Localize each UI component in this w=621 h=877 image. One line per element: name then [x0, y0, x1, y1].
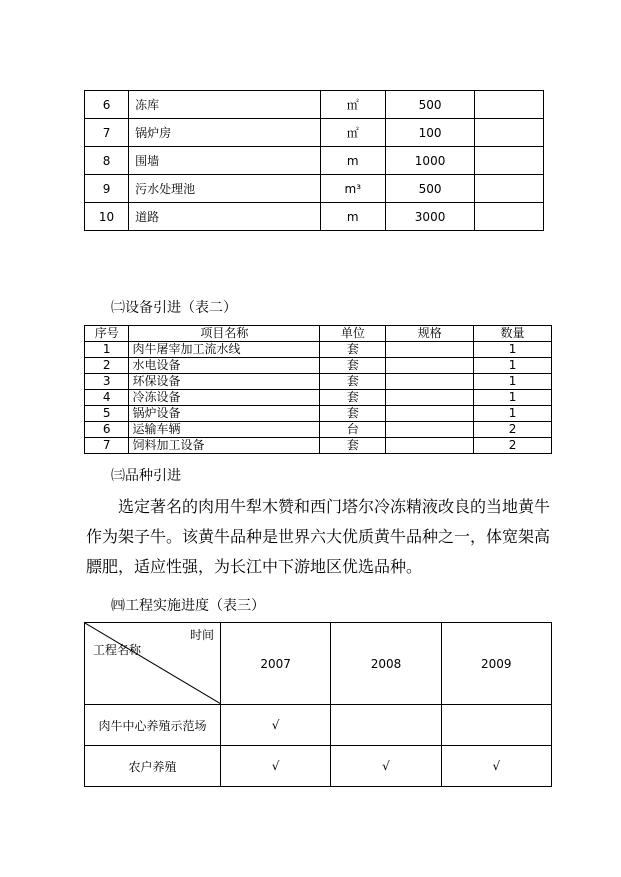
equipment-table [84, 325, 552, 454]
item-unit: 套 [320, 438, 386, 454]
row-number: 6 [85, 91, 129, 119]
item-name: 道路 [129, 203, 320, 231]
paragraph-line: 选定著名的肉用牛犁木赞和西门塔尔冷冻精液改良的当地黄牛 [118, 497, 551, 516]
item-unit: m [320, 203, 385, 231]
header-project-label: 工程名称 [93, 643, 142, 657]
table-row [85, 374, 552, 390]
item-quantity: 1 [474, 406, 552, 422]
check-mark: √ [220, 705, 330, 746]
year-header: 2008 [331, 623, 441, 705]
item-quantity: 2 [474, 422, 552, 438]
table-row [85, 746, 552, 787]
row-number: 6 [85, 422, 129, 438]
section-heading-breeds: ㈢品种引进 [111, 468, 181, 484]
item-quantity: 1 [474, 342, 552, 358]
table-row [85, 422, 552, 438]
column-header-quantity: 数量 [474, 326, 552, 342]
item-unit: 套 [320, 406, 386, 422]
item-quantity: 1 [474, 374, 552, 390]
column-header-spec: 规格 [386, 326, 474, 342]
item-quantity: 1 [474, 390, 552, 406]
item-note [475, 91, 544, 119]
item-quantity: 2 [474, 438, 552, 454]
table-row [85, 358, 552, 374]
section-heading-schedule: ㈣工程实施进度（表三） [111, 598, 265, 614]
paragraph-line: 膘肥，适应性强，为长江中下游地区优选品种。 [86, 557, 423, 576]
check-mark: √ [441, 746, 551, 787]
column-header-unit: 单位 [320, 326, 386, 342]
year-header: 2009 [441, 623, 551, 705]
item-spec [386, 390, 474, 406]
column-header-name: 项目名称 [129, 326, 320, 342]
project-name: 农户养殖 [85, 746, 221, 787]
item-name: 锅炉房 [129, 119, 320, 147]
item-spec [386, 374, 474, 390]
table-row [85, 91, 544, 119]
item-quantity: 3000 [386, 203, 475, 231]
check-mark [441, 705, 551, 746]
item-spec [386, 358, 474, 374]
project-name: 肉牛中心养殖示范场 [85, 705, 221, 746]
item-unit: 套 [320, 390, 386, 406]
item-name: 饲料加工设备 [129, 438, 320, 454]
table-header-row [85, 326, 552, 342]
item-unit: 套 [320, 358, 386, 374]
item-spec [386, 422, 474, 438]
row-number: 9 [85, 175, 129, 203]
table-row [85, 705, 552, 746]
item-name: 肉牛屠宰加工流水线 [129, 342, 320, 358]
table-row [85, 175, 544, 203]
item-unit: m [320, 147, 385, 175]
check-mark: √ [331, 746, 441, 787]
table-row [85, 203, 544, 231]
diagonal-header-cell [85, 623, 221, 705]
item-unit: m³ [320, 175, 385, 203]
table-row [85, 406, 552, 422]
item-name: 冻库 [129, 91, 320, 119]
row-number: 5 [85, 406, 129, 422]
row-number: 3 [85, 374, 129, 390]
item-name: 水电设备 [129, 358, 320, 374]
column-header-number: 序号 [85, 326, 129, 342]
table-row [85, 342, 552, 358]
item-spec [386, 406, 474, 422]
row-number: 7 [85, 438, 129, 454]
item-unit: 台 [320, 422, 386, 438]
year-header: 2007 [220, 623, 330, 705]
item-name: 环保设备 [129, 374, 320, 390]
schedule-table [84, 622, 552, 787]
item-quantity: 1 [474, 358, 552, 374]
item-name: 锅炉设备 [129, 406, 320, 422]
check-mark [331, 705, 441, 746]
facilities-table [84, 90, 544, 231]
item-name: 冷冻设备 [129, 390, 320, 406]
table-row [85, 147, 544, 175]
row-number: 1 [85, 342, 129, 358]
check-mark: √ [220, 746, 330, 787]
row-number: 7 [85, 119, 129, 147]
section-heading-equipment: ㈡设备引进（表二） [111, 300, 237, 316]
header-time-label: 时间 [189, 628, 214, 642]
item-spec [386, 438, 474, 454]
item-name: 围墙 [129, 147, 320, 175]
item-note [475, 203, 544, 231]
table-row [85, 119, 544, 147]
item-note [475, 147, 544, 175]
breed-paragraph [86, 492, 586, 582]
row-number: 8 [85, 147, 129, 175]
item-name: 污水处理池 [129, 175, 320, 203]
item-quantity: 500 [386, 91, 475, 119]
item-unit: 套 [320, 342, 386, 358]
item-spec [386, 342, 474, 358]
table-header-row [85, 623, 552, 705]
item-unit: 套 [320, 374, 386, 390]
item-quantity: 100 [386, 119, 475, 147]
item-quantity: 1000 [386, 147, 475, 175]
row-number: 10 [85, 203, 129, 231]
paragraph-line: 作为架子牛。该黄牛品种是世界六大优质黄牛品种之一，体宽架高 [86, 527, 551, 546]
row-number: 4 [85, 390, 129, 406]
item-note [475, 119, 544, 147]
item-unit: ㎡ [320, 119, 385, 147]
table-row [85, 390, 552, 406]
item-note [475, 175, 544, 203]
item-quantity: 500 [386, 175, 475, 203]
row-number: 2 [85, 358, 129, 374]
item-name: 运输车辆 [129, 422, 320, 438]
item-unit: ㎡ [320, 91, 385, 119]
table-row [85, 438, 552, 454]
